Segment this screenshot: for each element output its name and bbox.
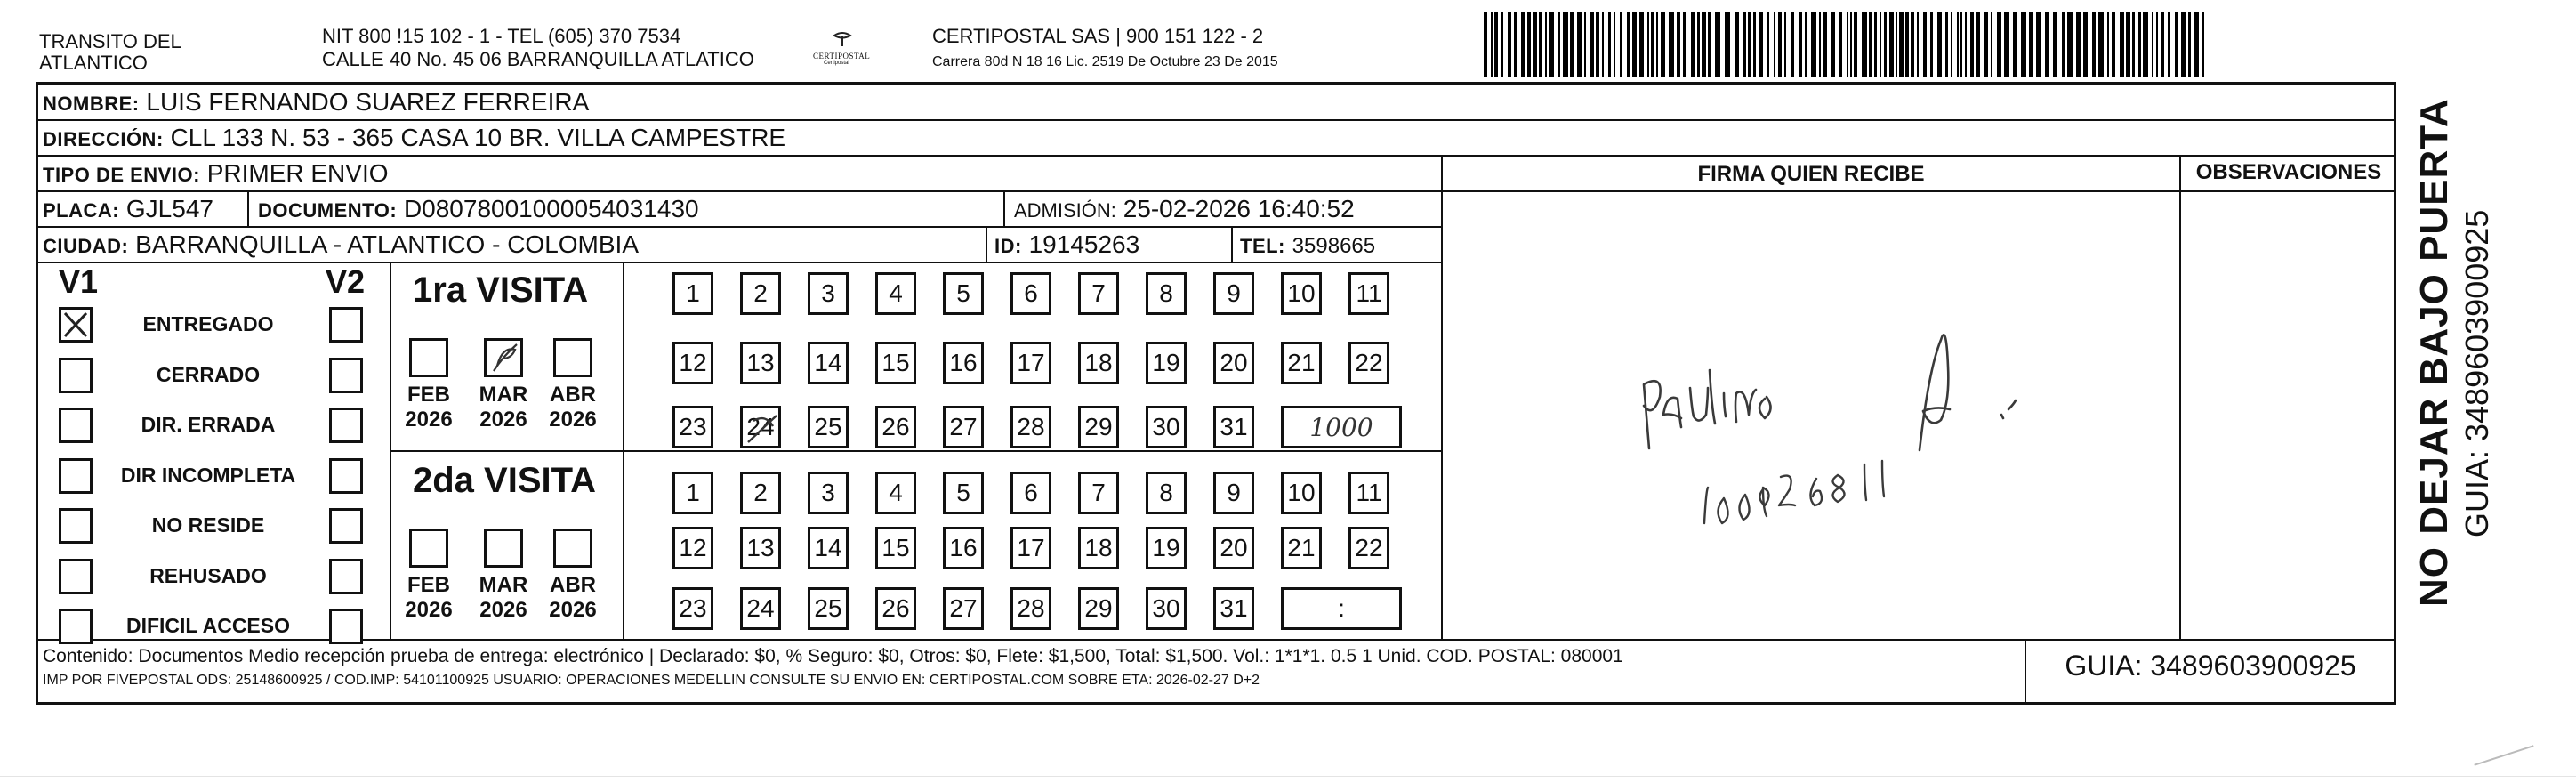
barcode-bar xyxy=(1839,12,1842,77)
placa-field xyxy=(43,194,213,226)
day-box[interactable]: 24 xyxy=(740,406,781,448)
cell-divider xyxy=(986,226,987,262)
day-box[interactable]: 28 xyxy=(1010,406,1051,448)
observations-divider xyxy=(2179,155,2181,639)
day-box[interactable]: 1 xyxy=(672,272,713,315)
cell-divider xyxy=(247,190,249,226)
barcode-bar xyxy=(1805,12,1807,77)
observaciones-label: OBSERVACIONES xyxy=(2195,160,2382,184)
day-box[interactable]: 10 xyxy=(1281,472,1322,514)
barcode-bar xyxy=(1970,12,1974,77)
day-box[interactable]: 2 xyxy=(740,272,781,315)
barcode-bar xyxy=(2168,12,2170,77)
documento-label: DOCUMENTO: xyxy=(258,199,398,222)
day-box[interactable]: 24 xyxy=(740,587,781,630)
barcode-bar xyxy=(2083,12,2088,77)
day-box[interactable]: 5 xyxy=(943,272,984,315)
barcode-bar xyxy=(1514,12,1517,77)
ciudad-value: BARRANQUILLA - ATLANTICO - COLOMBIA xyxy=(135,230,639,258)
day-box[interactable]: 29 xyxy=(1078,406,1119,448)
day-box[interactable]: 20 xyxy=(1213,342,1254,384)
day-box[interactable]: 14 xyxy=(808,342,849,384)
barcode-bar xyxy=(1632,12,1637,77)
time-box[interactable]: : xyxy=(1281,587,1402,630)
day-box[interactable]: 4 xyxy=(875,272,916,315)
v2-checkbox[interactable] xyxy=(329,609,363,644)
barcode-bar xyxy=(2067,12,2073,77)
row-divider xyxy=(37,262,1443,263)
barcode-bar xyxy=(1596,12,1599,77)
month-checkbox[interactable] xyxy=(409,529,448,568)
month-checkbox[interactable] xyxy=(484,529,523,568)
v1-checkbox[interactable] xyxy=(59,358,93,393)
paper-edge xyxy=(0,776,2576,777)
barcode-bar xyxy=(1683,12,1686,77)
barcode-bar xyxy=(2152,12,2153,77)
barcode-bar xyxy=(2053,12,2057,77)
v1-label: V1 xyxy=(59,263,99,300)
day-box[interactable]: 31 xyxy=(1213,587,1254,630)
day-box[interactable]: 31 xyxy=(1213,406,1254,448)
month-checkbox[interactable] xyxy=(553,529,592,568)
barcode-bar xyxy=(2138,12,2141,77)
barcode-bar xyxy=(1651,12,1654,77)
day-box[interactable]: 21 xyxy=(1281,527,1322,569)
month-year: 2026 xyxy=(405,408,453,432)
nombre-label: NOMBRE: xyxy=(43,93,140,115)
company-name-line2: ATLANTICO xyxy=(39,52,148,74)
tipo-envio-field xyxy=(43,158,389,190)
day-box[interactable]: 15 xyxy=(875,527,916,569)
barcode-bar xyxy=(1558,12,1560,77)
barcode-bar xyxy=(1491,12,1493,77)
day-box[interactable]: 5 xyxy=(943,472,984,514)
barcode-bar xyxy=(1677,12,1680,77)
barcode-bar xyxy=(1602,12,1604,77)
v2-checkbox[interactable] xyxy=(329,307,363,343)
barcode-bar xyxy=(1917,12,1919,77)
direccion-field xyxy=(43,123,785,155)
barcode-bar xyxy=(2029,12,2033,77)
status-divider xyxy=(390,262,391,639)
ciudad-field xyxy=(43,230,639,262)
barcode-bar xyxy=(1778,12,1782,77)
barcode-bar xyxy=(1957,12,1959,77)
day-box[interactable]: 29 xyxy=(1078,587,1119,630)
barcode-bar xyxy=(1905,12,1909,77)
day-box[interactable]: 8 xyxy=(1146,272,1187,315)
barcode-bar xyxy=(1945,12,1948,77)
barcode-bar xyxy=(1767,12,1769,77)
barcode-bar xyxy=(1960,12,1962,77)
v2-label: V2 xyxy=(326,263,366,300)
barcode-bar xyxy=(1697,12,1700,77)
day-box[interactable]: 9 xyxy=(1213,272,1254,315)
day-box[interactable]: 30 xyxy=(1146,587,1187,630)
tel-label: TEL: xyxy=(1240,235,1285,257)
company-name-line1: TRANSITO DEL xyxy=(39,30,181,52)
v1-checkbox[interactable] xyxy=(59,508,93,544)
day-box[interactable]: 3 xyxy=(808,272,849,315)
month-label: FEB xyxy=(407,383,450,407)
imp-line: IMP POR FIVEPOSTAL ODS: 25148600925 / COD.IMP: 54101100925 USUARIO: OPERACIONES MEDELLIN CONSULTE SU ENVIO EN: CERTIPOSTAL.COM SOBRE ETA: 2026-02-27 D+2 xyxy=(43,673,1260,688)
day-box[interactable]: 12 xyxy=(672,527,713,569)
admision-value: 25-02-2026 16:40:52 xyxy=(1123,195,1355,222)
barcode-bar xyxy=(1951,12,1952,77)
month-checkbox[interactable] xyxy=(409,338,448,377)
status-option-label: ENTREGADO xyxy=(142,312,274,335)
barcode-bar xyxy=(1545,12,1547,77)
barcode-bar xyxy=(2143,12,2148,77)
v1-checkbox[interactable] xyxy=(59,609,93,644)
side-guia: GUIA: 3489603900925 xyxy=(2459,209,2495,537)
barcode-bar xyxy=(1880,12,1881,77)
barcode-bar xyxy=(2188,12,2191,77)
v2-checkbox[interactable] xyxy=(329,559,363,594)
barcode-bar xyxy=(2156,12,2158,77)
month-label: ABR xyxy=(550,573,596,597)
month-label: MAR xyxy=(479,383,528,407)
day-box[interactable]: 13 xyxy=(740,342,781,384)
documento-field xyxy=(258,194,699,226)
v2-checkbox[interactable] xyxy=(329,358,363,393)
ciudad-label: CIUDAD: xyxy=(43,235,129,257)
barcode-bar xyxy=(1791,12,1794,77)
barcode-bar xyxy=(1501,12,1503,77)
barcode-bar xyxy=(1874,12,1877,77)
day-box[interactable]: 30 xyxy=(1146,406,1187,448)
barcode-bar xyxy=(1896,12,1897,77)
barcode-bar xyxy=(1884,12,1887,77)
visit-divider xyxy=(391,450,1443,452)
barcode-bar xyxy=(1494,12,1498,77)
barcode-bar xyxy=(1984,12,1988,77)
barcode-bar xyxy=(1590,12,1594,77)
admision-field xyxy=(1014,194,1355,226)
status-option-label: NO RESIDE xyxy=(151,513,265,537)
barcode-bar xyxy=(1647,12,1649,77)
barcode-bar xyxy=(1549,12,1554,77)
barcode-bar xyxy=(1533,12,1537,77)
day-box[interactable]: 11 xyxy=(1348,472,1389,514)
barcode-bar xyxy=(1708,12,1711,77)
contenido-line: Contenido: Documentos Medio recepción prueba de entrega: electrónico | Declarado: $0, % Seguro: $0, Otros: $0, Flete: $1,500, Total: $1,500. Vol.: 1*1*1. 0.5 1 Unid. COD. POSTAL: 080001 xyxy=(43,646,1623,666)
v1-checkbox[interactable] xyxy=(59,559,93,594)
admision-label: ADMISIÓN: xyxy=(1014,199,1116,222)
v1-checkbox[interactable] xyxy=(59,307,93,343)
barcode-bar xyxy=(2021,12,2026,77)
day-box[interactable]: 8 xyxy=(1146,472,1187,514)
barcode-bar xyxy=(2120,12,2124,77)
barcode-bar xyxy=(2045,12,2049,77)
second-visit-title: 2da VISITA xyxy=(413,461,596,500)
barcode-bar xyxy=(1608,12,1611,77)
v2-checkbox[interactable] xyxy=(329,458,363,494)
day-box[interactable]: 26 xyxy=(875,587,916,630)
barcode-bar xyxy=(1702,12,1706,77)
id-label: ID: xyxy=(994,235,1022,257)
day-box[interactable]: 26 xyxy=(875,406,916,448)
day-box[interactable]: 6 xyxy=(1010,472,1051,514)
direccion-value: CLL 133 N. 53 - 365 CASA 10 BR. VILLA CAMPESTRE xyxy=(170,124,786,151)
day-box[interactable]: 16 xyxy=(943,527,984,569)
day-box[interactable]: 10 xyxy=(1281,272,1322,315)
day-box[interactable]: 23 xyxy=(672,406,713,448)
footer-guia: GUIA: 3489603900925 xyxy=(2065,650,2356,682)
barcode-bar xyxy=(1774,12,1775,77)
barcode-bar xyxy=(1850,12,1852,77)
barcode-bar xyxy=(1811,12,1816,77)
paper-smudge xyxy=(2474,745,2533,766)
barcode-bar xyxy=(2181,12,2186,77)
nombre-value: LUIS FERNANDO SUAREZ FERREIRA xyxy=(146,88,590,116)
firma-label: FIRMA QUIEN RECIBE xyxy=(1697,162,1925,186)
day-box[interactable]: 19 xyxy=(1146,342,1187,384)
day-box[interactable]: 22 xyxy=(1348,342,1389,384)
day-box[interactable]: 27 xyxy=(943,406,984,448)
logo-subtext: Certipostal xyxy=(824,61,849,66)
day-box[interactable]: 16 xyxy=(943,342,984,384)
tel-field xyxy=(1240,230,1375,262)
day-box[interactable]: 20 xyxy=(1213,527,1254,569)
id-field xyxy=(994,230,1139,262)
day-box[interactable]: 25 xyxy=(808,587,849,630)
first-visit-title: 1ra VISITA xyxy=(413,270,589,310)
barcode-bar xyxy=(1484,12,1487,77)
barcode-bar xyxy=(1899,12,1904,77)
barcode-bar xyxy=(1614,12,1615,77)
day-box[interactable]: 27 xyxy=(943,587,984,630)
barcode-bar xyxy=(2036,12,2041,77)
barcode-bar xyxy=(1819,12,1821,77)
barcode-bar xyxy=(1735,12,1739,77)
barcode-bar xyxy=(1930,12,1933,77)
barcode-bar xyxy=(2076,12,2081,77)
month-divider xyxy=(623,262,624,639)
month-label: MAR xyxy=(479,573,528,597)
day-box[interactable]: 19 xyxy=(1146,527,1187,569)
barcode-bar xyxy=(1656,12,1658,77)
barcode-bar xyxy=(1823,12,1827,77)
courier-license-line: Carrera 80d N 18 16 Lic. 2519 De Octubre 23 De 2015 xyxy=(932,54,1278,69)
month-year: 2026 xyxy=(405,598,453,622)
barcode-bar xyxy=(2202,12,2204,77)
barcode-bar xyxy=(1669,12,1674,77)
company-address-line: CALLE 40 No. 45 06 BARRANQUILLA ATLATICO xyxy=(322,48,754,70)
day-box[interactable]: 25 xyxy=(808,406,849,448)
barcode-bar xyxy=(1691,12,1695,77)
barcode xyxy=(1484,12,2213,77)
placa-label: PLACA: xyxy=(43,199,120,222)
row-divider xyxy=(37,155,2396,157)
nombre-field xyxy=(43,87,589,119)
direccion-label: DIRECCIÓN: xyxy=(43,128,164,150)
barcode-bar xyxy=(1748,12,1751,77)
day-box[interactable]: 11 xyxy=(1348,272,1389,315)
barcode-bar xyxy=(1937,12,1942,77)
barcode-bar xyxy=(1753,12,1756,77)
barcode-bar xyxy=(1715,12,1720,77)
day-box[interactable]: 15 xyxy=(875,342,916,384)
barcode-bar xyxy=(1527,12,1531,77)
day-box[interactable]: 18 xyxy=(1078,527,1119,569)
barcode-bar xyxy=(2175,12,2178,77)
id-value: 19145263 xyxy=(1028,230,1140,258)
barcode-bar xyxy=(1862,12,1867,77)
barcode-bar xyxy=(2161,12,2164,77)
barcode-bar xyxy=(1508,12,1511,77)
placa-value: GJL547 xyxy=(125,195,213,222)
day-box[interactable]: 17 xyxy=(1010,342,1051,384)
barcode-bar xyxy=(1976,12,1980,77)
row-divider xyxy=(37,639,2396,641)
barcode-bar xyxy=(1784,12,1786,77)
day-box[interactable]: 7 xyxy=(1078,472,1119,514)
month-label: FEB xyxy=(407,573,450,597)
barcode-bar xyxy=(1759,12,1763,77)
company-nit-line: NIT 800 !15 102 - 1 - TEL (605) 370 7534 xyxy=(322,25,681,47)
barcode-bar xyxy=(1661,12,1665,77)
barcode-bar xyxy=(2126,12,2130,77)
day-box[interactable]: 3 xyxy=(808,472,849,514)
pen-mark-icon xyxy=(487,341,522,376)
day-box[interactable]: 23 xyxy=(672,587,713,630)
status-option-label: DIR. ERRADA xyxy=(141,413,276,436)
barcode-bar xyxy=(1869,12,1872,77)
certipostal-logo xyxy=(811,25,873,69)
day-box[interactable]: 1 xyxy=(672,472,713,514)
barcode-bar xyxy=(1627,12,1630,77)
time-box[interactable]: 1000 xyxy=(1281,406,1402,448)
status-option-label: DIR INCOMPLETA xyxy=(120,464,296,487)
day-box[interactable]: 17 xyxy=(1010,527,1051,569)
day-box[interactable]: 22 xyxy=(1348,527,1389,569)
barcode-bar xyxy=(2013,12,2017,77)
barcode-bar xyxy=(2098,12,2104,77)
barcode-bar xyxy=(1854,12,1857,77)
barcode-bar xyxy=(1570,12,1574,77)
cell-divider xyxy=(1003,190,1005,226)
status-option-label: CERRADO xyxy=(156,363,261,386)
barcode-bar xyxy=(2194,12,2199,77)
day-box[interactable]: 13 xyxy=(740,527,781,569)
pen-mark-icon xyxy=(745,410,780,448)
month-year: 2026 xyxy=(479,408,527,432)
barcode-bar xyxy=(1923,12,1927,77)
day-box[interactable]: 7 xyxy=(1078,272,1119,315)
barcode-bar xyxy=(1889,12,1894,77)
barcode-bar xyxy=(1577,12,1582,77)
barcode-bar xyxy=(2112,12,2115,77)
day-box[interactable]: 18 xyxy=(1078,342,1119,384)
barcode-bar xyxy=(2132,12,2135,77)
v2-checkbox[interactable] xyxy=(329,408,363,443)
row-divider xyxy=(37,119,2396,121)
check-mark-icon xyxy=(61,310,90,340)
day-box[interactable]: 4 xyxy=(875,472,916,514)
barcode-bar xyxy=(1539,12,1542,77)
month-year: 2026 xyxy=(549,408,597,432)
barcode-bar xyxy=(1965,12,1967,77)
barcode-bar xyxy=(2062,12,2065,77)
v2-checkbox[interactable] xyxy=(329,508,363,544)
cell-divider xyxy=(1231,226,1233,262)
day-box[interactable]: 2 xyxy=(740,472,781,514)
day-box[interactable]: 12 xyxy=(672,342,713,384)
barcode-bar xyxy=(2107,12,2109,77)
barcode-bar xyxy=(1620,12,1622,77)
barcode-bar xyxy=(1563,12,1568,77)
month-checkbox[interactable] xyxy=(553,338,592,377)
barcode-bar xyxy=(1725,12,1730,77)
tipo-envio-value: PRIMER ENVIO xyxy=(206,159,389,187)
day-box[interactable]: 6 xyxy=(1010,272,1051,315)
month-year: 2026 xyxy=(479,598,527,622)
day-box[interactable]: 21 xyxy=(1281,342,1322,384)
barcode-bar xyxy=(2092,12,2096,77)
v1-checkbox[interactable] xyxy=(59,458,93,494)
status-option-label: DIFICIL ACCESO xyxy=(125,614,290,637)
documento-value: D08078001000054031430 xyxy=(403,195,699,222)
barcode-bar xyxy=(1521,12,1525,77)
tel-value: 3598665 xyxy=(1292,234,1376,258)
barcode-bar xyxy=(1799,12,1802,77)
courier-name-line: CERTIPOSTAL SAS | 900 151 122 - 2 xyxy=(932,25,1264,47)
month-year: 2026 xyxy=(549,598,597,622)
barcode-bar xyxy=(1847,12,1848,77)
barcode-bar xyxy=(1991,12,1992,77)
tipo-envio-label: TIPO DE ENVIO: xyxy=(43,164,200,186)
status-option-label: REHUSADO xyxy=(149,564,267,587)
barcode-bar xyxy=(1743,12,1746,77)
barcode-bar xyxy=(2004,12,2009,77)
v1-checkbox[interactable] xyxy=(59,408,93,443)
barcode-bar xyxy=(1639,12,1644,77)
barcode-bar xyxy=(1831,12,1835,77)
handwritten-signature xyxy=(1443,192,2178,637)
logo-text: CERTIPOSTAL xyxy=(813,52,871,61)
day-box[interactable]: 14 xyxy=(808,527,849,569)
no-dejar-bajo-puerta: NO DEJAR BAJO PUERTA xyxy=(2412,98,2456,607)
day-box[interactable]: 9 xyxy=(1213,472,1254,514)
barcode-bar xyxy=(1997,12,2001,77)
month-label: ABR xyxy=(550,383,596,407)
month-checkbox[interactable] xyxy=(484,338,523,377)
day-box[interactable]: 28 xyxy=(1010,587,1051,630)
barcode-bar xyxy=(1911,12,1914,77)
barcode-bar xyxy=(1584,12,1586,77)
